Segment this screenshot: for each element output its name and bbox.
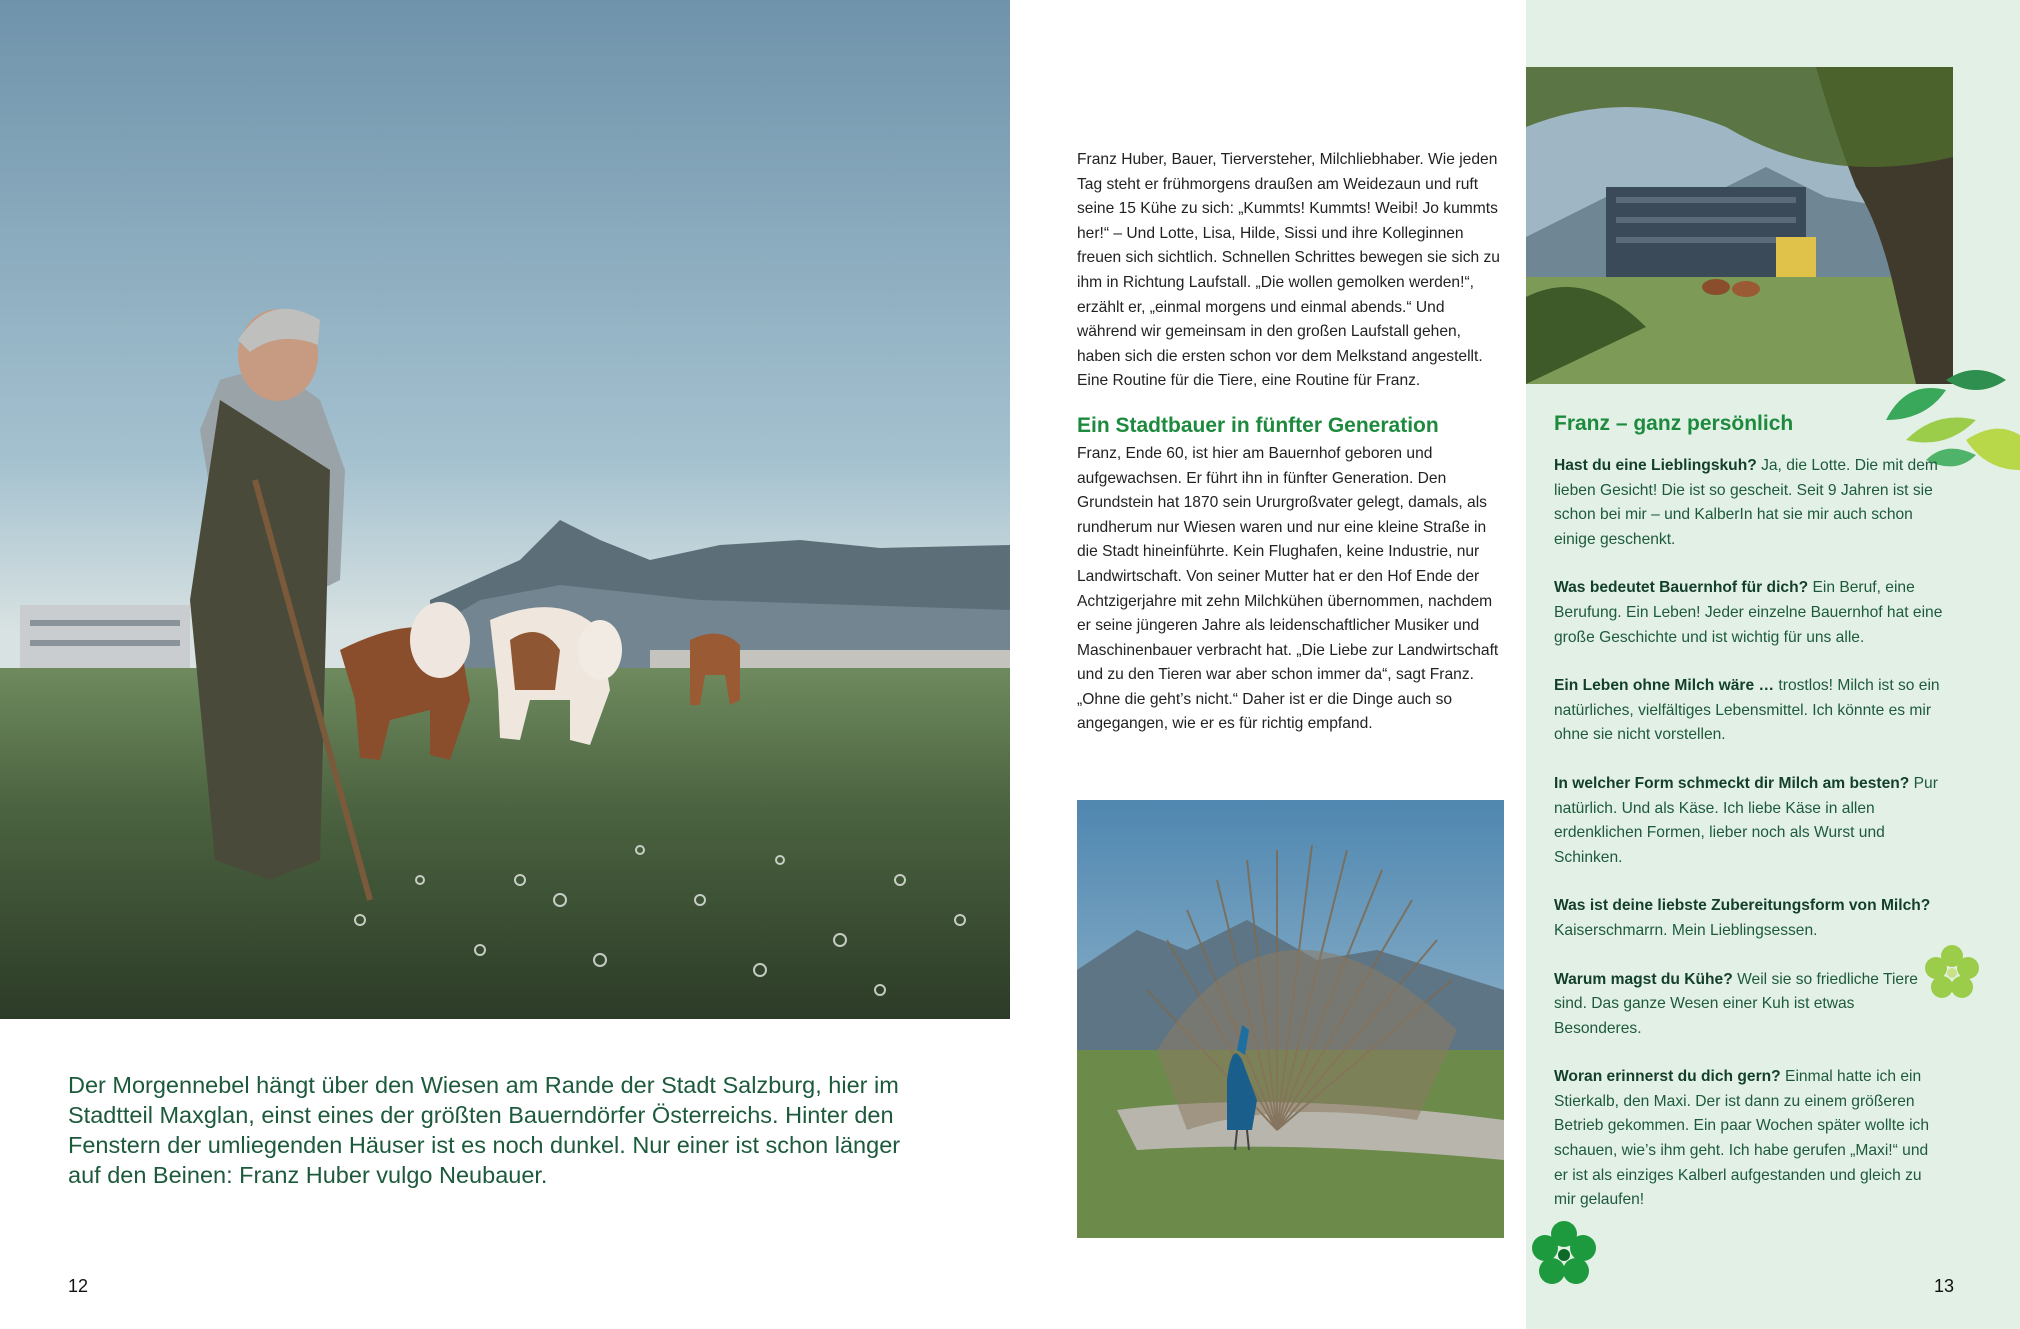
page-number-right: 13 — [1934, 1276, 1955, 1296]
qa-question: Was bedeutet Bauernhof für dich? — [1554, 579, 1809, 597]
qa-question: Ein Leben ohne Milch wäre … — [1554, 677, 1775, 695]
qa-item — [1554, 1065, 1944, 1213]
qa-item — [1554, 968, 1944, 1042]
qa-answer: Kaiserschmarrn. Mein Lieblingsessen. — [1554, 921, 1818, 939]
flower-dark-icon — [1530, 1220, 1598, 1288]
qa-box — [1554, 410, 1944, 1237]
flower-light-icon — [1924, 944, 1980, 1000]
qa-item — [1554, 576, 1944, 650]
qa-question: Woran erinnerst du dich gern? — [1554, 1068, 1781, 1086]
article-column — [1077, 148, 1507, 737]
qa-answer: Ja, die Lotte. Die mit dem lieben Gesicht! Die ist so gescheit. Seit 9 Jahren ist sie schon bei mir – und KalberIn hat sie mir auch schon einige geschenkt. — [1554, 457, 1938, 548]
qa-item — [1554, 674, 1944, 748]
qa-question: Hast du eine Lieblingskuh? — [1554, 457, 1757, 474]
tree-meadow-photo — [1526, 67, 1953, 384]
qa-answer: Weil sie so friedliche Tiere sind. Das ganze Wesen einer Kuh ist etwas Besonderes. — [1554, 970, 1918, 1037]
article-paragraph-1: Franz Huber, Bauer, Tierversteher, Milchliebhaber. Wie jeden Tag steht er frühmorgens draußen am Weidezaun und ruft seine 15 Kühe zu sich: „Kummts! Kummts! Weibi! Jo kummts her!“ – Und Lotte, Lisa, Hilde, Sissi und ihre Kolleginnen freuen sich sichtlich. Schnellen Schrittes bewegen sie sich zu ihm in Richtung Laufstall. „Die wollen gemolken werden!“, erzählt er, „einmal morgens und einmal abends.“ Und während wir gemeinsam in den großen Laufstall gehen, haben sich die ersten schon vor dem Melkstand angestellt. Eine Routine für die Tiere, eine Routine für Franz. — [1077, 151, 1500, 390]
qa-answer: Pur natürlich. Und als Käse. Ich liebe Käse in allen erdenklichen Formen, lieber noch als Wurst und Schinken. — [1554, 774, 1938, 866]
hero-photo-farmer-with-cows — [0, 0, 1010, 1019]
article-heading: Ein Stadtbauer in fünfter Generation — [1077, 413, 1439, 437]
qa-answer: Ein Beruf, eine Berufung. Ein Leben! Jeder einzelne Bauernhof hat eine große Geschichte und ist wichtig für uns alle. — [1554, 579, 1943, 646]
article-paragraph-2: Franz, Ende 60, ist hier am Bauernhof geboren und aufgewachsen. Er führt ihn in fünfter Generation. Den Grundstein hat 1870 sein Ururgroßvater gelegt, damals, als rundherum nur Wiesen waren und nur eine kleine Straße in die Stadt hineinführte. Kein Flughafen, keine Industrie, nur Landwirtschaft. Von seiner Mutter hat er den Hof Ende der Achtzigerjahre mit zehn Milchkühen übernommen, nachdem er seine jüngeren Jahre als leidenschaftlicher Musiker und Maschinenbauer verbracht hat. „Die Liebe zur Landwirtschaft und zu den Tieren war aber schon immer da“, sagt Franz. „Ohne die geht’s nicht.“ Daher ist er die Dinge auch so angegangen, wie er es für richtig empfand. — [1077, 444, 1499, 733]
qa-answer: trostlos! Milch ist so ein natürliches, vielfältiges Lebensmittel. Ich könnte es mir ohne sie nicht vorstellen. — [1554, 677, 1940, 744]
qa-item — [1554, 894, 1944, 943]
peacock-photo — [1077, 800, 1504, 1238]
qa-question: Warum magst du Kühe? — [1554, 970, 1733, 988]
qa-item — [1554, 772, 1944, 870]
intro-paragraph: Der Morgennebel hängt über den Wiesen am Rande der Stadt Salzburg, hier im Stadtteil Maxglan, einst eines der größten Bauerndörfer Österreichs. Hinter den Fenstern der umliegenden Häuser ist es noch dunkel. Nur einer ist schon länger auf den Beinen: Franz Huber vulgo Neubauer. — [68, 1072, 901, 1188]
qa-question: Was ist deine liebste Zubereitungsform von Milch? — [1554, 897, 1931, 915]
page-number-left: 12 — [68, 1276, 89, 1296]
qa-title: Franz – ganz persönlich — [1554, 412, 1794, 435]
qa-question: In welcher Form schmeckt dir Milch am besten? — [1554, 774, 1910, 792]
qa-item — [1554, 454, 1944, 552]
qa-answer: Einmal hatte ich ein Stierkalb, den Maxi. Der ist dann zu einem größeren Betrieb gekommen. Ein paar Wochen später wollte ich schauen, wie’s ihm geht. Ich habe gerufen „Maxi!“ und er ist als einziges Kalberl aufgestanden und gleich zu mir gelaufen! — [1554, 1068, 1930, 1209]
